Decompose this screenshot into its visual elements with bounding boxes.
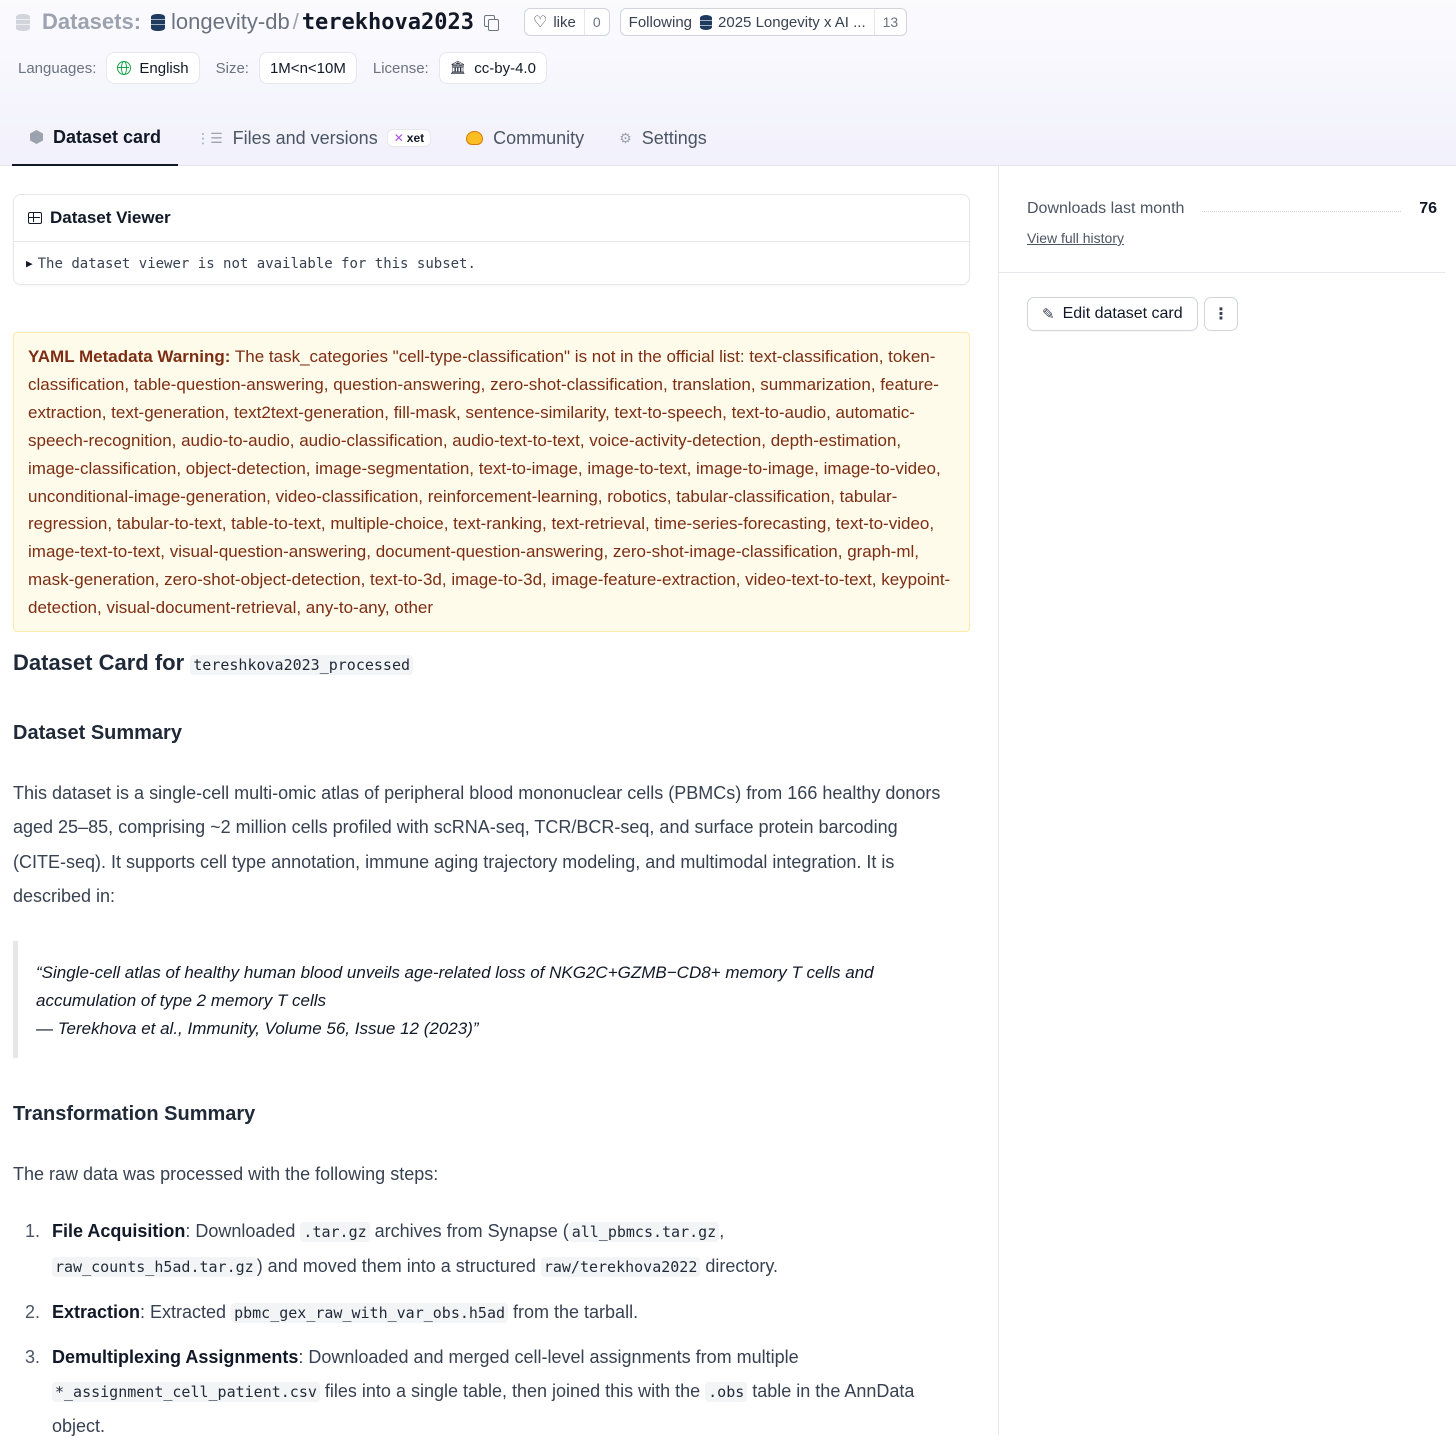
- title-row: [16, 6, 907, 38]
- xet-icon: ✕: [393, 131, 404, 145]
- step-text: : Downloaded and merged cell-level assignments from multiple: [298, 1346, 799, 1367]
- tab-settings[interactable]: [601, 110, 724, 166]
- inline-code: raw_counts_h5ad.tar.gz: [52, 1257, 257, 1277]
- tab-label: Files and versions: [232, 127, 378, 148]
- language-value: English: [139, 59, 189, 77]
- inline-code: .obs: [705, 1382, 747, 1402]
- citation-quote: [13, 941, 953, 1058]
- languages-label: Languages:: [18, 59, 97, 77]
- step-text: : Extracted: [140, 1301, 232, 1322]
- inline-code: pbmc_gex_raw_with_var_obs.h5ad: [231, 1303, 508, 1323]
- warning-text: The task_categories "cell-type-classification" is not in the official list: text-classification, token-classification, table-question-answering, question-answering, zero-shot-classification, translation, summarization, feature-extraction, text-generation, text2text-generation, fill-mask, sentence-similarity, text-to-speech, text-to-audio, automatic-speech-recognition, audio-to-audio, audio-classification, audio-text-to-text, voice-activity-detection, depth-estimation, image-classification, object-detection, image-segmentation, text-to-image, image-to-text, image-to-image, image-to-video, unconditional-image-generation, video-classification, reinforcement-learning, robotics, tabular-classification, tabular-regression, tabular-to-text, table-to-text, multiple-choice, text-ranking, text-retrieval, time-series-forecasting, text-to-video, image-text-to-text, visual-question-answering, document-question-answering, zero-shot-image-classification, graph-ml, mask-generation, zero-shot-object-detection, text-to-3d, image-to-3d, image-feature-extraction, video-text-to-text, keypoint-detection, visual-document-retrieval, any-to-any, other: [28, 347, 951, 618]
- downloads-value: 76: [1419, 200, 1437, 217]
- tab-label: Community: [493, 127, 585, 148]
- step-text: table in the AnnData object.: [52, 1381, 915, 1437]
- card-title: [13, 650, 413, 676]
- grid-icon: [28, 212, 42, 224]
- repo-header: [0, 0, 1456, 166]
- dotted-leader: [1202, 211, 1401, 212]
- dataset-viewer: [13, 194, 970, 285]
- database-icon: [16, 14, 30, 31]
- tab-dataset-card[interactable]: [12, 110, 178, 166]
- divider: [999, 272, 1445, 273]
- viewer-details-toggle[interactable]: [14, 242, 969, 285]
- summary-heading: Dataset Summary: [13, 722, 182, 744]
- like-button[interactable]: [525, 9, 584, 35]
- like-button-group: [524, 8, 610, 36]
- step-text: from the tarball.: [508, 1301, 639, 1322]
- transformation-heading: Transformation Summary: [13, 1103, 256, 1125]
- steps-list: [13, 1214, 943, 1454]
- license-value: cc-by-4.0: [474, 59, 536, 77]
- dataset-viewer-header: [14, 195, 969, 242]
- like-count: 0: [584, 9, 609, 35]
- xet-label: xet: [406, 131, 425, 145]
- xet-badge: [387, 129, 431, 147]
- step-text: : Downloaded: [185, 1221, 301, 1241]
- downloads-label: Downloads last month: [1027, 200, 1185, 217]
- downloads-row: [1027, 198, 1437, 220]
- step-number: 3.: [25, 1346, 41, 1367]
- step-text: directory.: [700, 1256, 779, 1277]
- edit-button-label: Edit dataset card: [1062, 305, 1183, 322]
- inline-code: *_assignment_cell_patient.csv: [52, 1382, 320, 1402]
- like-label: like: [553, 13, 576, 31]
- list-item: [13, 1214, 943, 1285]
- dataset-viewer-title: Dataset Viewer: [50, 208, 171, 227]
- gear-icon: ⚙: [619, 129, 632, 146]
- size-label: Size:: [215, 59, 249, 77]
- following-button-group: [620, 8, 908, 36]
- size-chip[interactable]: [259, 52, 357, 84]
- dataset-name[interactable]: terekhova2023: [301, 9, 474, 35]
- inline-code: .tar.gz: [300, 1222, 369, 1242]
- warning-label: YAML Metadata Warning:: [28, 347, 231, 366]
- size-value: 1M<n<10M: [269, 59, 346, 77]
- tab-label: Dataset card: [53, 126, 162, 147]
- globe-icon: [117, 61, 131, 75]
- view-full-history-link[interactable]: View full history: [1027, 230, 1125, 246]
- more-vertical-icon: ⋮: [1213, 306, 1229, 323]
- following-count: 13: [874, 9, 907, 35]
- inline-code: raw/terekhova2022: [541, 1257, 701, 1277]
- cube-icon: [30, 130, 43, 144]
- tab-label: Settings: [641, 127, 707, 148]
- bank-icon: 🏛: [449, 60, 467, 75]
- files-icon: ⋮☰: [196, 129, 223, 146]
- sidebar: [998, 166, 1456, 1435]
- breadcrumb-separator: /: [292, 9, 299, 34]
- license-chip[interactable]: [439, 52, 547, 84]
- pencil-icon: ✎: [1042, 306, 1055, 323]
- collection-icon: [700, 15, 712, 30]
- more-options-button[interactable]: [1204, 297, 1238, 331]
- step-text: ) and moved them into a structured: [256, 1256, 541, 1277]
- card-title-code: tereshkova2023_processed: [190, 655, 413, 675]
- inline-code: all_pbmcs.tar.gz: [569, 1222, 720, 1242]
- summary-paragraph: This dataset is a single-cell multi-omic atlas of peripheral blood mononuclear cells (PBMCs) from 166 healthy donors aged 25–85, comprising ~2 million cells profiled with scRNA-seq, TCR/BCR-seq, and surface protein barcoding (CITE-seq). It supports cell type annotation, immune aging trajectory modeling, and multimodal integration. It is described in:: [13, 783, 941, 906]
- quote-line-1: “Single-cell atlas of healthy human blood unveils age-related loss of NKG2C+GZMB−CD8+ memory T cells and accumulation of type 2 memory T cells: [36, 963, 874, 1010]
- quote-line-2: — Terekhova et al., Immunity, Volume 56, Issue 12 (2023)”: [36, 1019, 479, 1038]
- license-label: License:: [372, 59, 429, 77]
- disclosure-triangle-icon: ▶: [26, 257, 33, 270]
- org-avatar-icon: [151, 14, 165, 31]
- step-text: ,: [719, 1221, 725, 1241]
- community-icon: [466, 131, 483, 145]
- step-title: Demultiplexing Assignments: [52, 1346, 299, 1367]
- step-text: files into a single table, then joined this with the: [319, 1381, 706, 1402]
- step-text: archives from Synapse (: [369, 1221, 569, 1241]
- metadata-row: [18, 52, 547, 84]
- language-chip[interactable]: [106, 52, 199, 84]
- repo-tabs: [12, 110, 724, 166]
- following-collection: 2025 Longevity x AI ...: [718, 13, 866, 31]
- step-title: Extraction: [52, 1301, 141, 1322]
- heart-icon: ♡: [533, 14, 548, 31]
- yaml-metadata-warning: [13, 332, 970, 632]
- copy-icon[interactable]: [484, 15, 498, 30]
- owner-link[interactable]: longevity-db: [171, 9, 290, 34]
- transformation-intro: The raw data was processed with the following steps:: [13, 1164, 439, 1184]
- tab-community[interactable]: [448, 110, 601, 166]
- step-number: 2.: [25, 1301, 41, 1322]
- following-button[interactable]: [621, 9, 874, 35]
- breadcrumb-root[interactable]: Datasets:: [42, 9, 142, 34]
- edit-dataset-card-button[interactable]: [1027, 297, 1198, 331]
- step-title: File Acquisition: [52, 1221, 186, 1241]
- list-item: [13, 1295, 943, 1330]
- card-title-prefix: Dataset Card for: [13, 650, 191, 675]
- tab-files-and-versions[interactable]: [178, 110, 448, 166]
- viewer-message: The dataset viewer is not available for this subset.: [37, 255, 476, 272]
- list-item: [13, 1340, 943, 1444]
- following-label: Following: [628, 13, 693, 31]
- step-number: 1.: [25, 1221, 41, 1241]
